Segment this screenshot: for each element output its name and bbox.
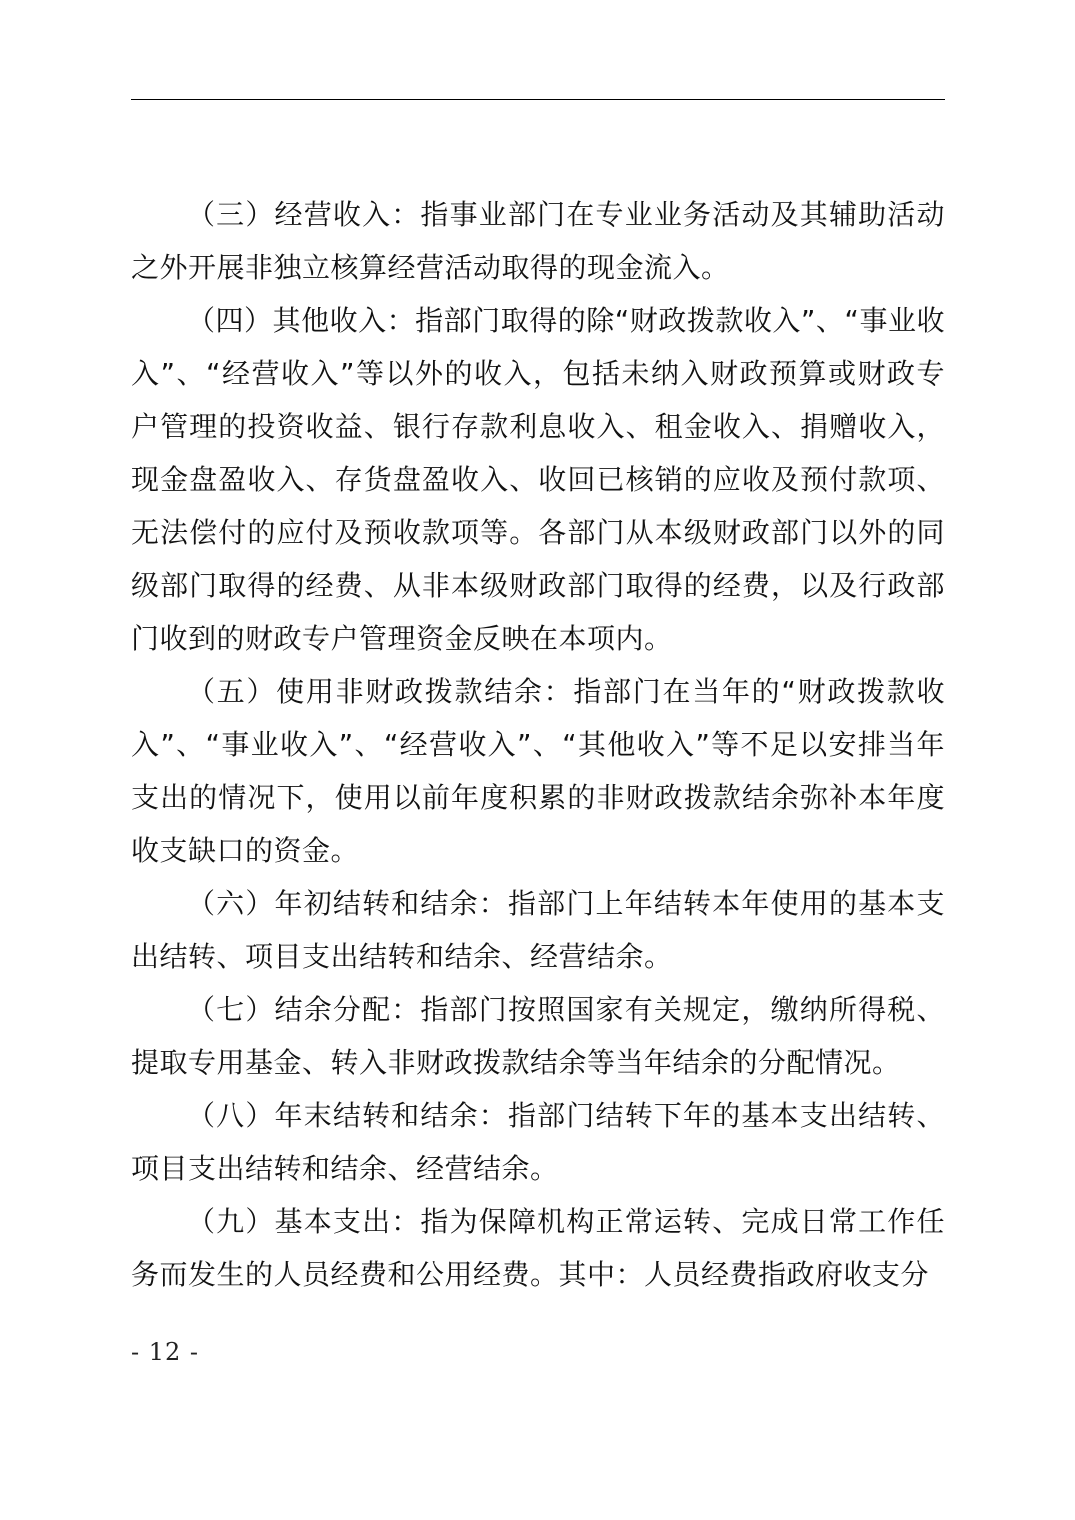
paragraph-other-income: （四）其他收入：指部门取得的除“财政拨款收入”、“事业收入”、“经营收入”等以外的收入，包括未纳入财政预算或财政专户管理的投资收益、银行存款利息收入、租金收入、捐赠收入，现金盘盈收入、存货盘盈收入、收回已核销的应收及预付款项、无法偿付的应付及预收款项等。各部门从本级财政部门以外的同级部门取得的经费、从非本级财政部门取得的经费，以及行政部门收到的财政专户管理资金反映在本项内。 <box>131 304 945 655</box>
header-rule <box>131 99 945 100</box>
paragraph-basic-expenditure: （九）基本支出：指为保障机构正常运转、完成日常工作任务而发生的人员经费和公用经费。其中：人员经费指政府收支分 <box>131 1205 945 1291</box>
paragraph-operating-income: （三）经营收入：指事业部门在专业业务活动及其辅助活动之外开展非独立核算经营活动取得的现金流入。 <box>131 198 945 284</box>
paragraph-closing-carryover: （八）年末结转和结余：指部门结转下年的基本支出结转、项目支出结转和结余、经营结余。 <box>131 1099 945 1185</box>
document-body <box>131 188 945 1301</box>
paragraph-surplus-distribution: （七）结余分配：指部门按照国家有关规定，缴纳所得税、提取专用基金、转入非财政拨款结余等当年结余的分配情况。 <box>131 993 945 1079</box>
paragraph-non-fiscal-balance: （五）使用非财政拨款结余：指部门在当年的“财政拨款收入”、“事业收入”、“经营收入”、“其他收入”等不足以安排当年支出的情况下，使用以前年度积累的非财政拨款结余弥补本年度收支缺口的资金。 <box>131 675 945 867</box>
page-number: - 12 - <box>131 1338 200 1366</box>
paragraph-opening-carryover: （六）年初结转和结余：指部门上年结转本年使用的基本支出结转、项目支出结转和结余、经营结余。 <box>131 887 945 973</box>
